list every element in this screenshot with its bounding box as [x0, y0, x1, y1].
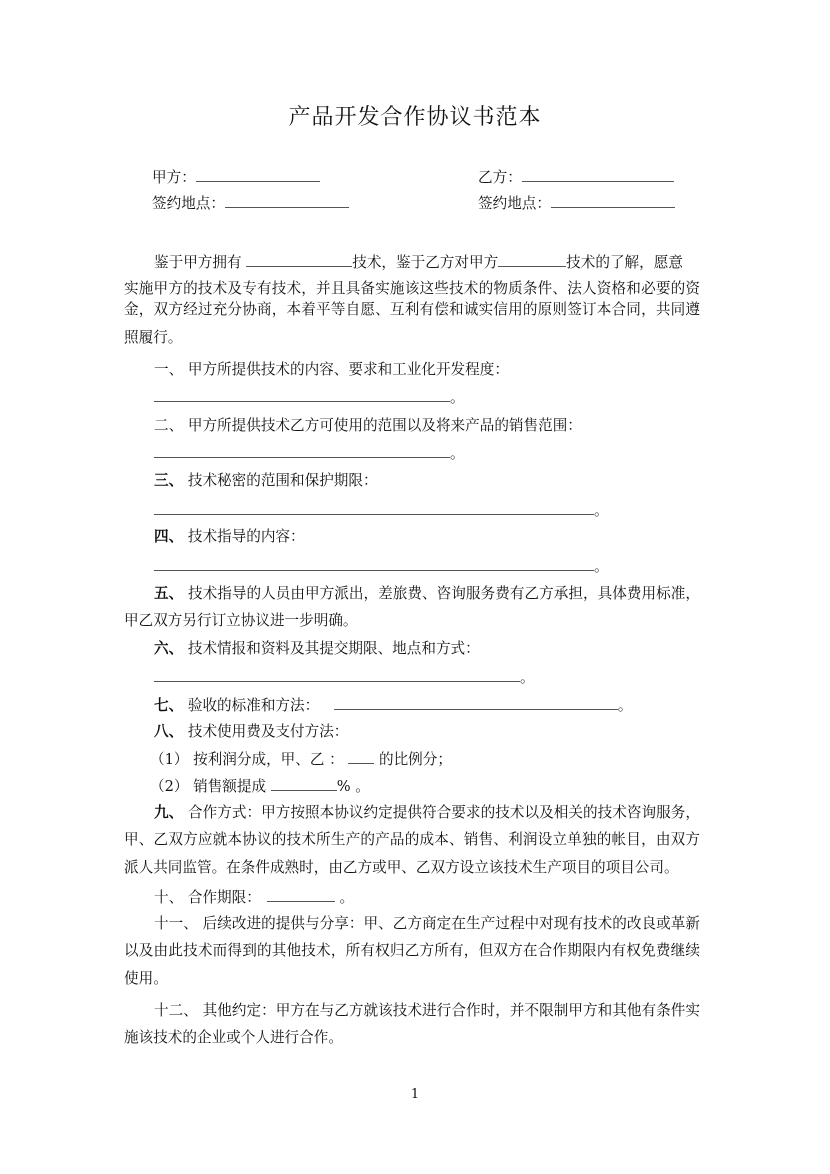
- clause-2-answer: [154, 442, 700, 464]
- clause-6: [154, 638, 700, 660]
- clause-text: 技术情报和资料及其提交期限、地点和方式：: [187, 640, 480, 657]
- clause-8-item-1: [150, 748, 726, 770]
- preamble-line-3: 金，双方经过充分协商，本着平等自愿、互利有偿和诚实信用的原则签订本合同，共同遵: [124, 301, 700, 318]
- clause-5: [154, 583, 700, 605]
- clause-number: 五、: [154, 585, 184, 602]
- clause-text: 技术使用费及支付方法：: [187, 723, 349, 740]
- clause-11-line-2: 以及由此技术而得到的其他技术，所有权归乙方所有，但双方在合作期限内有权免费继续: [124, 942, 700, 959]
- clause-text: 技术指导的内容：: [187, 528, 305, 545]
- clause-number: 六、: [154, 640, 184, 657]
- page-number: 1: [410, 1087, 420, 1102]
- clause-7: [154, 694, 700, 716]
- period: 。: [450, 445, 465, 462]
- clause-4: [154, 526, 700, 548]
- clause-number: 十二、: [154, 1002, 198, 1019]
- blank[interactable]: [154, 666, 520, 682]
- clause-4-answer: [154, 555, 700, 577]
- clause-number: 九、: [154, 804, 184, 821]
- party-a-blank[interactable]: [196, 166, 320, 182]
- blank[interactable]: [154, 499, 594, 515]
- preamble-line-4: 照履行。: [124, 329, 183, 346]
- party-b-blank[interactable]: [522, 166, 674, 182]
- clause-3: [154, 470, 700, 492]
- clause-text: 合作期限：: [187, 889, 261, 906]
- clause-9: [154, 802, 700, 824]
- clause-text: 合作方式：甲方按照本协议约定提供符合要求的技术以及相关的技术咨询服务，: [187, 804, 700, 821]
- clause-number: 八、: [154, 723, 184, 740]
- clause-1-answer: [154, 386, 700, 408]
- clause-9-line-3: 派人共同监管。在条件成熟时，由乙方或甲、乙双方设立该技术生产项目的项目公司。: [124, 859, 679, 876]
- place-b-blank[interactable]: [551, 192, 675, 208]
- period-blank[interactable]: [267, 886, 335, 902]
- clause-number: 四、: [154, 528, 184, 545]
- blank[interactable]: [154, 386, 450, 402]
- period: 。: [594, 502, 609, 519]
- clause-10: [154, 886, 700, 908]
- blank[interactable]: [498, 251, 566, 267]
- clause-number: 二、: [154, 417, 184, 434]
- clause-6-answer: [154, 666, 700, 688]
- place-b-field: [478, 192, 830, 214]
- clause-3-answer: [154, 499, 700, 521]
- clause-8: [154, 721, 700, 743]
- clause-5-line-2: 甲乙双方另行订立协议进一步明确。: [124, 612, 358, 629]
- clause-1: [154, 359, 700, 381]
- preamble-line-1: [154, 251, 700, 273]
- preamble-line-2: 实施甲方的技术及专有技术，并且具备实施该这些技术的物质条件、法人资格和必要的资: [124, 280, 700, 297]
- clause-9-line-2: 甲、乙双方应就本协议的技术所生产的产品的成本、销售、利润设立单独的帐目，由双方: [124, 831, 700, 848]
- period: 。: [617, 697, 633, 714]
- clause-number: 三、: [154, 472, 184, 489]
- clause-11: [154, 913, 700, 935]
- clause-text: 甲方所提供技术乙方可使用的范围以及将来产品的销售范围：: [187, 417, 582, 434]
- blank[interactable]: [246, 251, 352, 267]
- clause-number: 七、: [154, 697, 184, 714]
- place-b-label: 签约地点：: [478, 195, 551, 212]
- clause-number: 十、: [154, 889, 184, 906]
- item-text: （1） 按利润分成，甲、乙 ：: [150, 751, 344, 768]
- preamble-text: 鉴于甲方拥有: [154, 254, 242, 271]
- clause-text: 甲方所提供技术的内容、要求和工业化开发程度：: [187, 361, 509, 378]
- item-text: 的比例分；: [378, 751, 452, 768]
- clause-number: 十一、: [154, 915, 198, 932]
- preamble-text: 技术的了解，愿意: [566, 254, 683, 271]
- clause-text: 后续改进的提供与分享：甲、乙方商定在生产过程中对现有技术的改良或革新: [202, 915, 700, 932]
- party-b-label: 乙方：: [478, 169, 522, 186]
- clause-text: 技术指导的人员由甲方派出，差旅费、咨询服务费有乙方承担，具体费用标准，: [187, 585, 700, 602]
- clause-text: 验收的标准和方法：: [187, 697, 320, 714]
- document-title: 产品开发合作协议书范本: [288, 105, 542, 130]
- item-text: （2） 销售额提成: [150, 778, 267, 795]
- clause-8-item-2: [150, 775, 726, 797]
- blank[interactable]: [154, 555, 594, 571]
- clause-number: 一、: [154, 361, 184, 378]
- clause-12-line-2: 施该技术的企业或个人进行合作。: [124, 1029, 343, 1046]
- clause-text: 其他约定：甲方在与乙方就该技术进行合作时，并不限制甲方和其他有条件实: [202, 1002, 700, 1019]
- party-b-field: [478, 166, 830, 188]
- clause-11-line-3: 使用。: [124, 970, 168, 987]
- period: 。: [339, 889, 355, 906]
- blank[interactable]: [154, 442, 450, 458]
- period: 。: [594, 558, 609, 575]
- clause-2: [154, 415, 700, 437]
- period: 。: [520, 669, 535, 686]
- item-text: % 。: [336, 778, 370, 795]
- place-a-label: 签约地点：: [152, 195, 225, 212]
- percent-blank[interactable]: [271, 775, 337, 791]
- clause-text: 技术秘密的范围和保护期限：: [187, 472, 378, 489]
- ratio-blank[interactable]: [348, 748, 374, 764]
- place-a-blank[interactable]: [225, 192, 349, 208]
- clause-12: [154, 1000, 700, 1022]
- period: 。: [450, 389, 465, 406]
- blank[interactable]: [334, 694, 618, 710]
- party-a-label: 甲方：: [152, 169, 196, 186]
- preamble-text: 技术，鉴于乙方对甲方: [352, 254, 499, 271]
